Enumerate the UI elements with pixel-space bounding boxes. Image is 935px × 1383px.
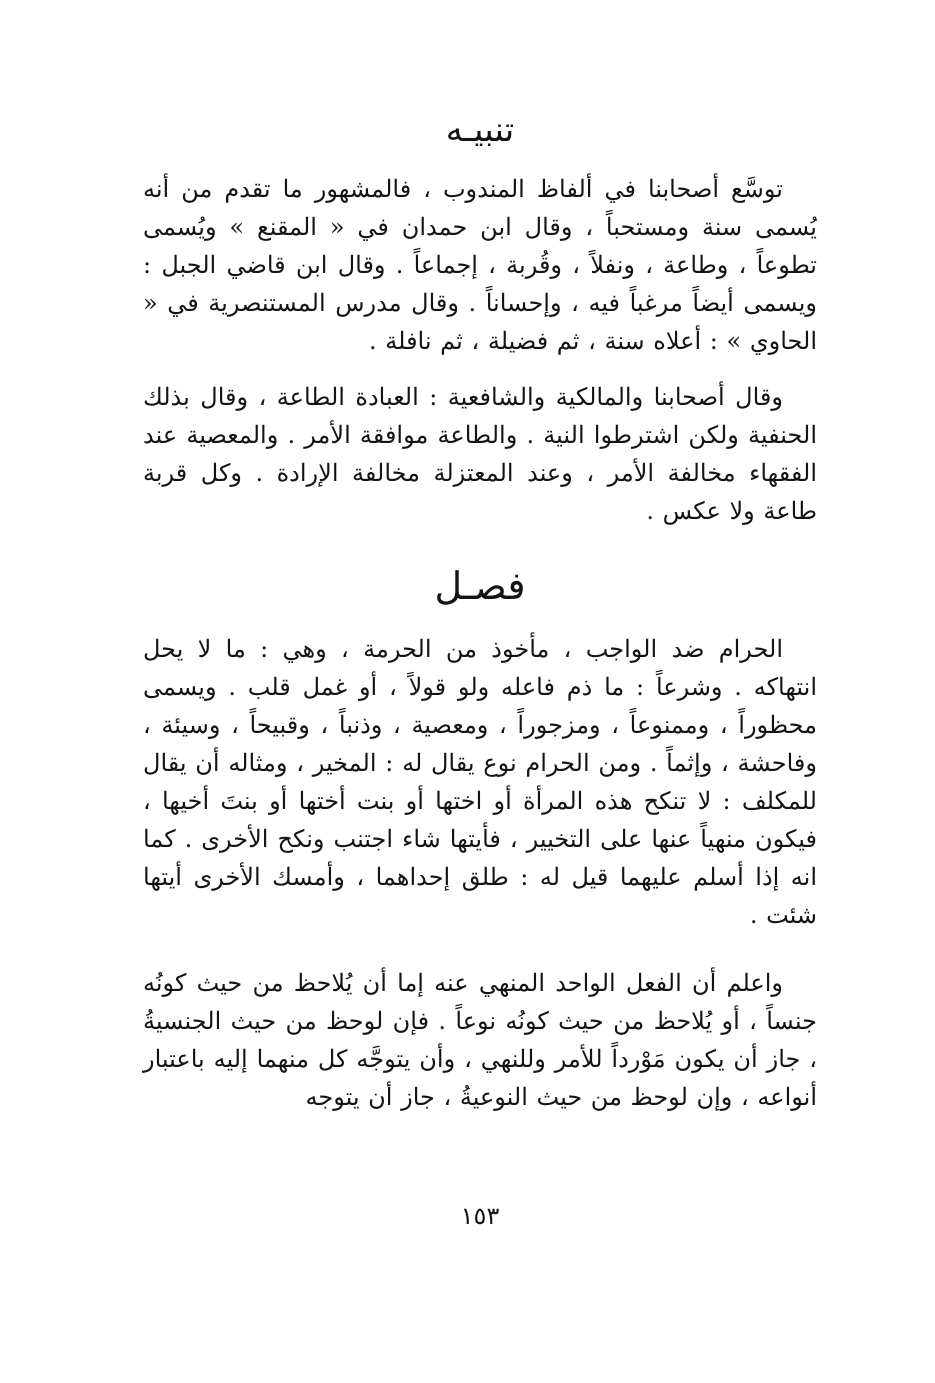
paragraph-manhi-anhu: واعلم أن الفعل الواحد المنهي عنه إما أن يُلاحظ من حيث كونُه جنساً ، أو يُلاحظ من حيث كونُه نوعاً . فإن لوحظ من حيث الجنسيةُ ، جاز أن يكون مَوْرداً للأمر وللنهي ، وأن يتوجَّه كل منهما إليه باعتبار أنواعه ، وإن لوحظ من حيث النوعيةُ ، جاز أن يتوجه <box>143 969 817 1111</box>
paragraph-mandub-terms: توسَّع أصحابنا في ألفاظ المندوب ، فالمشهور ما تقدم من أنه يُسمى سنة ومستحباً ، وقال ابن حمدان في « المقنع » ويُسمى تطوعاً ، وطاعة ، ونفلاً ، وقُربة ، إجماعاً . وقال ابن قاضي الجبل : ويسمى أيضاً مرغباً فيه ، وإحساناً . وقال مدرس المستنصرية في « الحاوي » : أعلاه سنة ، ثم فضيلة ، ثم نافلة . <box>143 175 817 355</box>
section-heading-fasl: فصـل <box>434 564 526 608</box>
page-number: ١٥٣ <box>460 1202 500 1230</box>
paragraph-haram-definition: الحرام ضد الواجب ، مأخوذ من الحرمة ، وهي : ما لا يحل انتهاكه . وشرعاً : ما ذم فاعله ولو قولاً ، أو غمل قلب . ويسمى محظوراً ، وممنوعاً ، ومزجوراً ، ومعصية ، وذنباً ، وقبيحاً ، وسيئة ، وفاحشة ، وإثماً . ومن الحرام نوع يقال له : المخير ، ومثاله أن يقال للمكلف : لا تنكح هذه المرأة أو اختها أو بنت أختها أو بنتَ أخيها ، فيكون منهياً عنها على التخيير ، فأيتها شاء اجتنب ونكح الأخرى . كما انه إذا أسلم عليهما قيل له : طلق إحداهما ، وأمسك الأخرى أيتها شئت . <box>143 635 817 929</box>
section-heading-tanbih: تنبيـه <box>445 110 515 150</box>
paragraph-ibada-taa: وقال أصحابنا والمالكية والشافعية : العبادة الطاعة ، وقال بذلك الحنفية ولكن اشترطوا النية . والطاعة موافقة الأمر . والمعصية عند الفقهاء مخالفة الأمر ، وعند المعتزلة مخالفة الإرادة . وكل قربة طاعة ولا عكس . <box>143 383 817 525</box>
book-page <box>143 96 817 1246</box>
